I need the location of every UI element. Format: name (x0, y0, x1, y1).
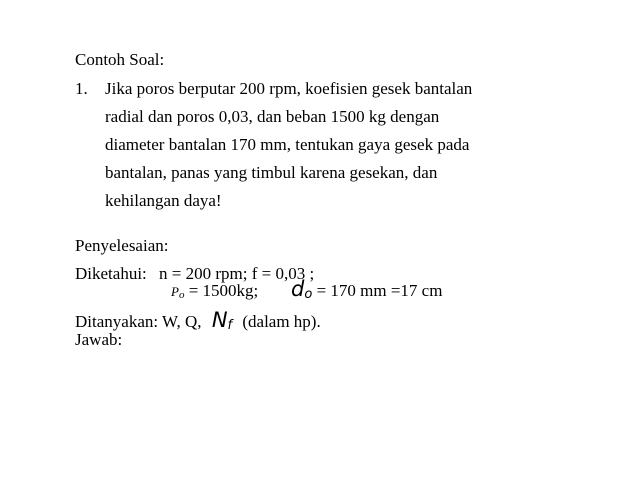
heading: Contoh Soal: (75, 50, 165, 69)
answer-label: Jawab: (75, 330, 123, 349)
asked-text: W, Q, (162, 312, 202, 331)
solution-title: Penyelesaian: (75, 236, 169, 255)
problem-line-4: bantalan, panas yang timbul karena gesekan, dan (105, 163, 438, 182)
load-row (171, 281, 258, 305)
problem-line-5: kehilangan daya! (105, 191, 222, 210)
diameter-symbol: do (291, 277, 313, 302)
asked-label: Ditanyakan: (75, 312, 159, 331)
given-label: Diketahui: (75, 264, 147, 283)
asked-suffix: (dalam hp). (242, 312, 321, 331)
diameter-value: = 170 mm =17 cm (316, 281, 443, 300)
power-loss-symbol: Nf (211, 308, 233, 333)
problem-line-2: radial dan poros 0,03, dan beban 1500 kg dengan (105, 107, 440, 126)
given-values: n = 200 rpm; f = 0,03 ; (159, 264, 315, 283)
problem-line-3: diameter bantalan 170 mm, tentukan gaya gesek pada (105, 135, 470, 154)
problem-number: 1. (75, 79, 88, 98)
load-value: = 1500kg; (188, 281, 259, 300)
load-symbol: Po (171, 284, 185, 301)
problem-line-1: Jika poros berputar 200 rpm, koefisien gesek bantalan (105, 79, 473, 98)
diameter-row (291, 279, 442, 305)
